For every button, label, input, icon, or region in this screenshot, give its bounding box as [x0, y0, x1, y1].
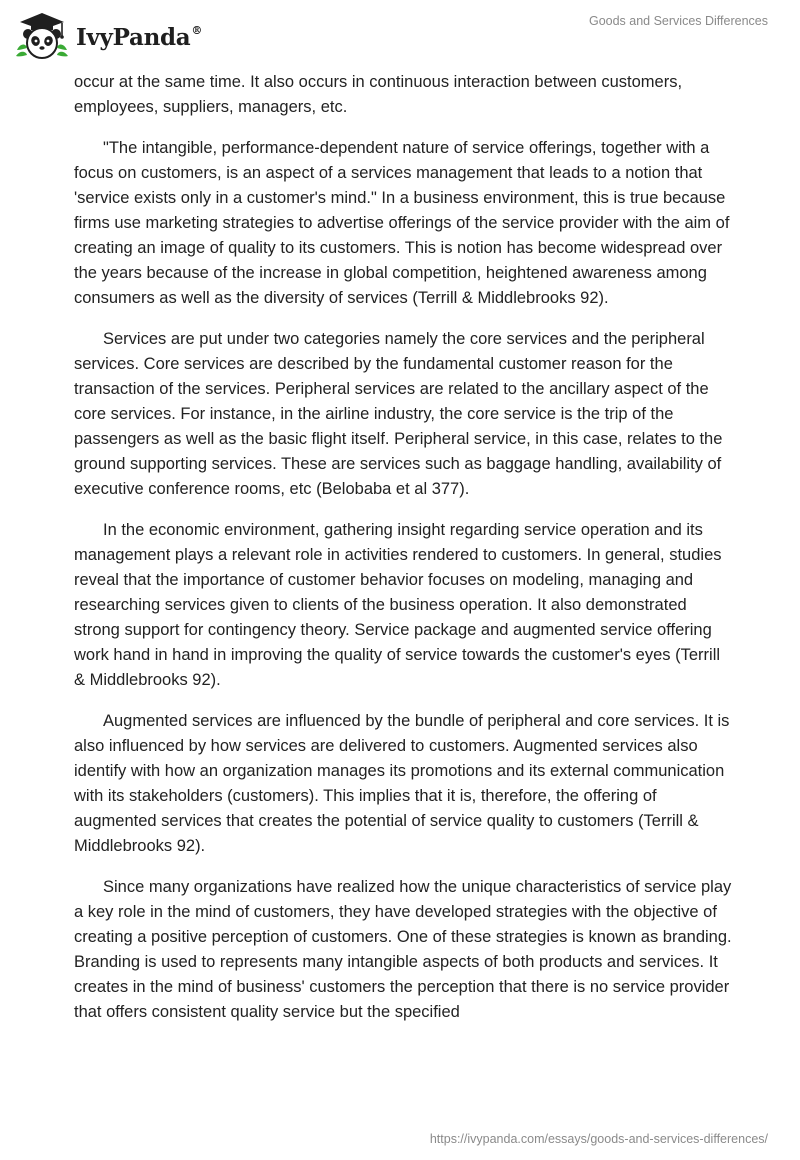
paragraph: In the economic environment, gathering insight regarding service operation and its management plays a relevant role in activities rendered to customers. In general, studies reveal that the importance of customer behavior focuses on modeling, managing and researching services given to clients of the business operation. It also demonstrated strong support for contingency theory. Service package and augmented service offering work hand in hand in improving the quality of service towards the customer's eyes (Terrill & Middlebrooks 92). [74, 521, 722, 689]
source-url-link[interactable]: https://ivypanda.com/essays/goods-and-services-differences/ [429, 1132, 768, 1146]
essay-body [74, 70, 734, 1060]
document-title: Goods and Services Differences [588, 14, 768, 28]
panda-graduate-icon [14, 10, 70, 62]
paragraph: Services are put under two categories namely the core services and the peripheral services. Core services are described by the fundamental customer reason for the transaction of the services. Peripheral services are related to the ancillary aspect of the core services. For instance, in the airline industry, the core service is the trip of the passengers as well as the basic flight itself. Peripheral service, in this case, relates to the ground supporting services. These are services such as baggage handling, availability of executive conference rooms, etc (Belobaba et al 377). [74, 330, 723, 498]
paragraph: Since many organizations have realized how the unique characteristics of service play a key role in the mind of customers, they have developed strategies with the objective of creating a positive perception of customers. One of these strategies is known as branding. Branding is used to represents many intangible aspects of both products and services. It creates in the mind of business' customers the perception that there is no service provider that offers consistent quality service but the specified [74, 878, 732, 1021]
ivypanda-logo[interactable] [14, 8, 214, 64]
paragraph-continuation: occur at the same time. It also occurs in continuous interaction between customers, employees, suppliers, managers, etc. [74, 73, 683, 116]
brand-label: IvyPanda [76, 23, 191, 51]
page-header [0, 0, 800, 70]
registered-mark: ® [191, 23, 203, 37]
brand-name [76, 24, 202, 51]
paragraph: Augmented services are influenced by the bundle of peripheral and core services. It is also influenced by how services are delivered to customers. Augmented services also identify with how an organization manages its promotions and its external communication with its stakeholders (customers). This implies that it is, therefore, the offering of augmented services that creates the potential of service quality to customers (Terrill & Middlebrooks 92). [74, 712, 730, 855]
paragraph: "The intangible, performance-dependent nature of service offerings, together with a focus on customers, is an aspect of a services management that leads to a notion that 'service exists only in a customer's mind." In a business environment, this is true because firms use marketing strategies to advertise offerings of the service provider with the aim of creating an image of quality to its customers. This is notion has become widespread over the years because of the increase in global competition, heightened awareness among consumers as well as the diversity of services (Terrill & Middlebrooks 92). [74, 139, 730, 307]
